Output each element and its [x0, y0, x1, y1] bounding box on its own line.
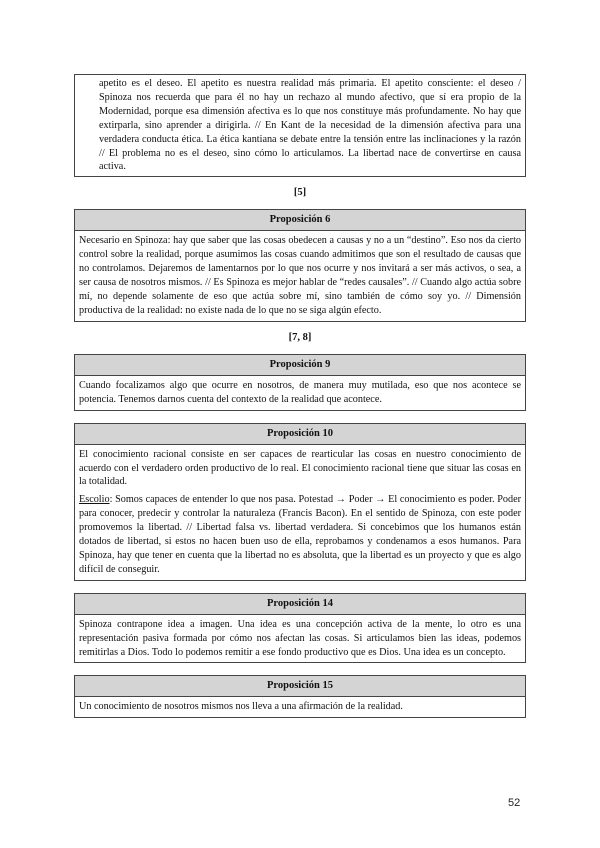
proposition-10-scholium — [79, 493, 521, 576]
proposition-9-title: Proposición 9 — [75, 355, 525, 376]
proposition-6-text: Necesario en Spinoza: hay que saber que las cosas obedecen a causas y no a un “destino”. Eso nos da cierto control sobre la realidad, porque asumimos las cosas cuando admitimos que son el resultado de causas que no controlamos. Dejaremos de lamentarnos por lo que nos ocurre y nos invitará a ser más activos, o sea, a ser causa de nosotros mismos. // Es Spinoza es mejor hablar de “redes causales”. // Cuando algo actúa sobre mí, no depende solamente de eso que actúa sobre mí, sino también de cómo soy yo. // Dimensión productiva de la realidad: no existe nada de lo que no se siga algún efecto. — [79, 235, 521, 316]
document-page — [74, 74, 526, 718]
scholium-label: Escolio — [79, 494, 110, 506]
proposition-10-body — [75, 445, 525, 580]
proposition-14-text: Spinoza contrapone idea a imagen. Una idea es una concepción activa de la mente, lo otro es una representación pasiva formada por cómo nos afectan las cosas. Si articulamos bien las ideas, podemos remitirlas a Dios. Todo lo podemos remitir a ese fondo productivo que es Dios. Una idea es un concepto. — [79, 618, 521, 658]
proposition-6-box — [74, 209, 526, 321]
spacer — [74, 411, 526, 423]
proposition-9-box — [74, 354, 526, 411]
spacer — [74, 581, 526, 593]
reference-7-8: [7, 8] — [288, 331, 312, 343]
continuation-text: apetito es el deseo. El apetito es nuestra realidad más primaria. El apetito consciente: el deseo / Spinoza nos recuerda que para él no hay un rechazo al mundo afectivo, que sí era propio de la Modernidad, porque esa dimensión afectiva es lo que nos constituye más profundamente. No hay que extirparla, sino aprender a dirigirla. // En Kant de la necesidad de la dimensión afectiva para una verdadera conducta ética. La ética kantiana se debate entre la tensión entre las inclinaciones y la razón // El problema no es el deseo, sino cómo lo articulamos. La libertad nace de convertirse en causa activa. — [99, 78, 521, 173]
proposition-6-title: Proposición 6 — [75, 210, 525, 231]
proposition-14-title: Proposición 14 — [75, 594, 525, 615]
proposition-10-title: Proposición 10 — [75, 424, 525, 445]
spacer — [74, 663, 526, 675]
proposition-15-box — [74, 675, 526, 718]
page-number: 52 — [508, 797, 521, 809]
proposition-9-text: Cuando focalizamos algo que ocurre en nosotros, de manera muy mutilada, eso que nos acontece se potencia. Tenemos darnos cuenta del contexto de la realidad que acontece. — [79, 379, 521, 405]
proposition-15-text: Un conocimiento de nosotros mismos nos lleva a una afirmación de la realidad. — [79, 701, 403, 713]
proposition-15-title: Proposición 15 — [75, 676, 525, 697]
continuation-box — [74, 74, 526, 177]
reference-5: [5] — [293, 187, 307, 199]
proposition-10-box — [74, 423, 526, 581]
proposition-10-text: El conocimiento racional consiste en ser capaces de rearticular las cosas en nuestro conocimiento de acuerdo con el verdadero orden productivo de lo real. El conocimiento racional tiene que situar las cosas en la totalidad. — [79, 448, 521, 488]
scholium-text: : Somos capaces de entender lo que nos pasa. Potestad → Poder → El conocimiento es poder. Poder para conocer, predecir y controlar la naturaleza (Francis Bacon). En el sentido de Spinoza, con este poder promovemos la libertad. // Libertad falsa vs. libertad verdadera. Si concebimos que los humanos están dotados de libertad, si estos no hacen buen uso de ella, reprobamos y condenamos a esos humanos. Para Spinoza, hay que tener en cuenta que la libertad no es absoluta, que la libertad es un proyecto y que es algo difícil de conseguir. — [79, 494, 521, 575]
proposition-14-box — [74, 593, 526, 664]
